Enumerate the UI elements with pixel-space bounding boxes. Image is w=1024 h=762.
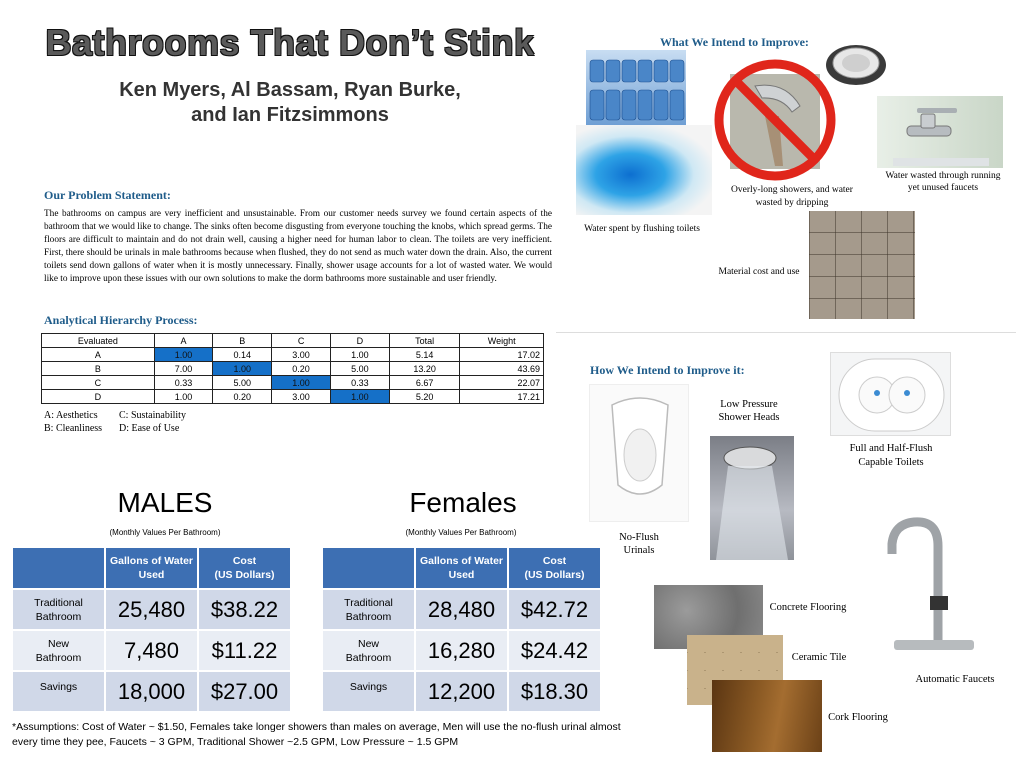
row-label: Savings	[13, 672, 104, 711]
ahp-table	[41, 333, 544, 404]
row-label-text: Bathroom	[35, 610, 82, 623]
legend-b: B: Cleanliness	[44, 423, 103, 434]
caption-faucet	[872, 170, 1014, 194]
improve-heading: What We Intend to Improve:	[660, 35, 809, 49]
gallons-value: 12,200	[416, 672, 507, 711]
males-heading: MALES	[117, 487, 213, 518]
timer-image	[823, 38, 889, 88]
cork-floor-image	[712, 680, 822, 752]
males-row-savings	[13, 672, 290, 711]
assumptions-note: *Assumptions: Cost of Water ~ $1.50, Females take longer showers than males on average, Men will use the no-flush urinal almost every time they pee, Faucets ~ 3 GPM, Traditional Shower ~2.5 GPM, Low Pressure ~ 1.5 GPM	[12, 721, 621, 748]
males-row-new	[13, 631, 290, 670]
caption-shower	[716, 184, 868, 210]
ahp-header-cell: C	[272, 334, 331, 348]
legend-d: D: Ease of Use	[119, 423, 180, 434]
water-jugs-drawing	[586, 50, 686, 125]
caption-low-pressure-shower	[700, 398, 798, 424]
ahp-cell: 43.69	[460, 362, 544, 376]
stone-tile-image	[809, 211, 915, 319]
caption-line: No-Flush	[619, 532, 659, 543]
gallons-value: 28,480	[416, 590, 507, 629]
section-divider	[556, 332, 1016, 333]
ahp-cell: A	[42, 348, 155, 362]
cost-value: $42.72	[509, 590, 600, 629]
males-header-row	[13, 548, 290, 588]
caption-line: Urinals	[623, 545, 655, 556]
urinal-image	[589, 384, 689, 522]
caption-line: Shower Heads	[718, 412, 780, 423]
how-heading: How We Intend to Improve it:	[590, 363, 745, 377]
ahp-cell: 3.00	[272, 390, 331, 404]
header-text: Used	[138, 569, 165, 581]
caption-line: yet unused faucets	[907, 183, 979, 193]
problem-text: The bathrooms on campus are very inefficient and unsustainable. From our customer needs survey we found certain aspects of the bathroom that we would like to change. The sinks often become disgusting from everyone touching the knobs, which spread germs. The floors are difficult to maintain and do not drain well, causing a higher need for human labor to clean. The toilets are very inefficient. First, there should be urinals in male bathrooms because when flushed, they do not send as much water down the drain. Also, the current toilets send down gallons of water when it is mostly unnecessary. Finally, shower usage accounts for a lot of wasted water. We would like to improve upon these issues with our own solutions to make the dorm bathrooms more sustainable and user friendly.	[44, 209, 552, 284]
ahp-cell: 1.00	[330, 390, 389, 404]
row-label-text: Bathroom	[345, 610, 392, 623]
caption-dual-flush	[826, 442, 956, 470]
gallons-value: 18,000	[106, 672, 197, 711]
ahp-cell: 5.14	[389, 348, 460, 362]
females-row-traditional	[323, 590, 600, 629]
males-header-gallons	[106, 548, 197, 588]
row-label-text: Bathroom	[345, 651, 392, 664]
ahp-header-cell: D	[330, 334, 389, 348]
females-heading: Females	[409, 487, 517, 518]
females-header-row	[323, 548, 600, 588]
ahp-cell: 0.20	[272, 362, 331, 376]
water-jugs-image	[586, 50, 686, 125]
header-text: Gallons of Water	[419, 555, 504, 567]
cost-value: $24.42	[509, 631, 600, 670]
ahp-heading: Analytical Hierarchy Process:	[44, 313, 198, 327]
row-label-text: Traditional	[344, 596, 393, 609]
females-row-new	[323, 631, 600, 670]
females-table	[321, 546, 602, 713]
authors-line-2: and Ian Fitzsimmons	[191, 104, 389, 126]
row-label-text: New	[47, 637, 69, 650]
males-header-cost	[199, 548, 290, 588]
cost-value: $38.22	[199, 590, 290, 629]
ahp-cell: 0.14	[213, 348, 272, 362]
header-text: Gallons of Water	[109, 555, 194, 567]
males-table	[11, 546, 292, 713]
header-text: (US Dollars)	[214, 569, 275, 581]
legend-a: A: Aesthetics	[44, 410, 98, 421]
ahp-header-cell: A	[154, 334, 213, 348]
running-faucet-image	[877, 96, 1003, 168]
automatic-faucet-image	[880, 512, 976, 662]
ahp-header-cell: Evaluated	[42, 334, 155, 348]
gallons-value: 25,480	[106, 590, 197, 629]
row-label-text: Traditional	[34, 596, 83, 609]
females-header-cost	[509, 548, 600, 588]
ahp-header-cell: Weight	[460, 334, 544, 348]
urinal-icon	[590, 385, 689, 522]
gallons-value: 7,480	[106, 631, 197, 670]
authors	[60, 78, 520, 128]
ahp-row	[42, 362, 544, 376]
ahp-row	[42, 348, 544, 362]
males-subheading: (Monthly Values Per Bathroom)	[109, 528, 221, 537]
shower-head-image	[710, 436, 794, 560]
ahp-cell: B	[42, 362, 155, 376]
dual-flush-button-icon	[831, 353, 951, 436]
ahp-cell: C	[42, 376, 155, 390]
ahp-cell: 0.20	[213, 390, 272, 404]
ahp-cell: 1.00	[330, 348, 389, 362]
caption-material: Material cost and use	[718, 267, 800, 277]
females-header-blank	[323, 548, 414, 588]
header-text: (US Dollars)	[524, 569, 585, 581]
row-label: Savings	[323, 672, 414, 711]
faucet-icon	[877, 96, 1003, 168]
males-row-traditional	[13, 590, 290, 629]
row-label	[323, 631, 414, 670]
caption-toilet: Water spent by flushing toilets	[584, 224, 700, 234]
ahp-cell: 1.00	[154, 348, 213, 362]
row-label	[13, 590, 104, 629]
caption-line: Overly-long showers, and water	[731, 185, 853, 195]
ahp-cell: 5.00	[213, 376, 272, 390]
header-text: Cost	[232, 555, 257, 567]
prohibited-shower-icon	[710, 56, 840, 184]
poster-title: Bathrooms That Don’t Stink	[45, 22, 535, 63]
cost-value: $11.22	[199, 631, 290, 670]
females-row-savings	[323, 672, 600, 711]
toilet-bowl-image	[576, 125, 712, 215]
ahp-cell: 5.00	[330, 362, 389, 376]
ahp-header-row	[42, 334, 544, 348]
caption-line: Low Pressure	[720, 399, 778, 410]
ahp-cell: 6.67	[389, 376, 460, 390]
caption-line: Water wasted through running	[885, 171, 1001, 181]
ahp-cell: 1.00	[213, 362, 272, 376]
dual-flush-image	[830, 352, 951, 436]
automatic-faucet-icon	[880, 512, 976, 662]
ahp-cell: 3.00	[272, 348, 331, 362]
header-text: Cost	[542, 555, 567, 567]
caption-automatic-faucet: Automatic Faucets	[915, 674, 995, 685]
cost-value: $27.00	[199, 672, 290, 711]
caption-ceramic: Ceramic Tile	[791, 652, 847, 663]
gallons-value: 16,280	[416, 631, 507, 670]
shower-prohibited-image	[710, 56, 840, 184]
males-header-blank	[13, 548, 104, 588]
ahp-header-cell: B	[213, 334, 272, 348]
header-text: Used	[448, 569, 475, 581]
ahp-cell: 0.33	[154, 376, 213, 390]
ahp-cell: 17.21	[460, 390, 544, 404]
ahp-header-cell: Total	[389, 334, 460, 348]
ahp-row	[42, 376, 544, 390]
row-label	[323, 590, 414, 629]
ahp-cell: 22.07	[460, 376, 544, 390]
legend-c: C: Sustainability	[119, 410, 186, 421]
ahp-cell: 7.00	[154, 362, 213, 376]
cost-value: $18.30	[509, 672, 600, 711]
caption-concrete: Concrete Flooring	[769, 602, 847, 613]
kitchen-timer-icon	[823, 38, 889, 88]
ahp-row	[42, 390, 544, 404]
caption-line: wasted by dripping	[755, 198, 829, 208]
caption-cork: Cork Flooring	[828, 712, 888, 723]
ahp-cell: 1.00	[272, 376, 331, 390]
problem-heading: Our Problem Statement:	[44, 188, 171, 202]
ahp-cell: 17.02	[460, 348, 544, 362]
ahp-cell: 5.20	[389, 390, 460, 404]
females-header-gallons	[416, 548, 507, 588]
row-label-text: Bathroom	[35, 651, 82, 664]
shower-head-icon	[710, 436, 794, 560]
ahp-cell: 1.00	[154, 390, 213, 404]
ahp-cell: 0.33	[330, 376, 389, 390]
ahp-cell: D	[42, 390, 155, 404]
caption-line: Capable Toilets	[858, 457, 924, 468]
females-subheading: (Monthly Values Per Bathroom)	[405, 528, 517, 537]
caption-line: Full and Half-Flush	[849, 443, 933, 454]
caption-urinal	[600, 531, 678, 557]
authors-line-1: Ken Myers, Al Bassam, Ryan Burke,	[119, 79, 461, 101]
ahp-cell: 13.20	[389, 362, 460, 376]
row-label-text: New	[357, 637, 379, 650]
row-label	[13, 631, 104, 670]
